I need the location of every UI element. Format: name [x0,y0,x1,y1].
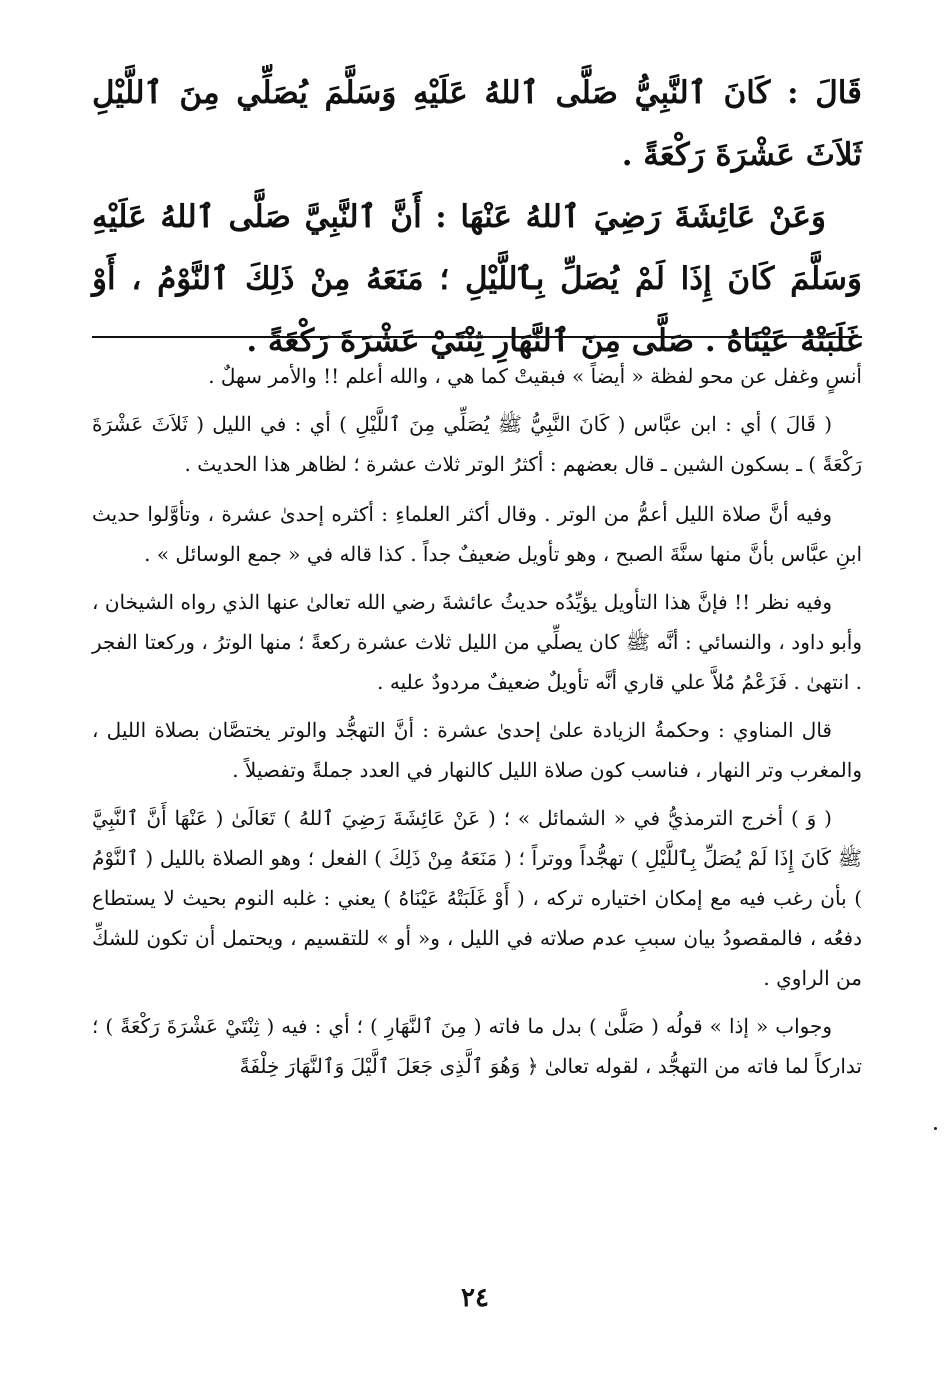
footnote-divider [92,336,862,338]
commentary-block [92,356,862,1094]
commentary-paragraph-1: أنسٍ وغفل عن محو لفظة « أيضاً » فبقيتْ كما هي ، والله أعلم !! والأمر سهلٌ . [208,364,862,388]
commentary-paragraph-2: ( قَالَ ) أي : ابن عبَّاس ( كَانَ النَّبِيُّ ﷺ يُصَلِّي مِنَ ٱللَّيْلِ ) أي : في الليل ( ثَلاَثَ عَشْرَةَ رَكْعَةً ) ـ بسكون الشين ـ قال بعضهم : أكثرُ الوتر ثلاث عشرة ؛ لظاهر هذا الحديث . [92,412,862,476]
commentary-paragraph-3: وفيه أنَّ صلاة الليل أعمُّ من الوتر . وقال أكثر العلماءِ : أكثره إحدىٰ عشرة ، وتأوَّلوا حديث ابنِ عبَّاس بأنَّ منها سنَّةَ الصبح ، وهو تأويل ضعيفٌ جداً . كذا قاله في « جمع الوسائل » . [92,502,862,566]
margin-dot [934,1127,937,1130]
hadith-paragraph-2: وَعَنْ عَائِشَةَ رَضِيَ ٱللهُ عَنْهَا : أَنَّ ٱلنَّبِيَّ صَلَّى ٱللهُ عَلَيْهِ وَسَلَّمَ كَانَ إِذَا لَمْ يُصَلِّ بِٱللَّيْلِ ؛ مَنَعَهُ مِنْ ذَلِكَ ٱلنَّوْمُ ، أَوْ غَلَبَتْهُ عَيْنَاهُ . صَلَّى مِنَ ٱلنَّهَارِ ثِنْتَيْ عَشْرَةَ رَكْعَةً . [92,199,862,359]
main-text-block [92,62,862,372]
hadith-paragraph-1: قَالَ : كَانَ ٱلنَّبِيُّ صَلَّى ٱللهُ عَلَيْهِ وَسَلَّمَ يُصَلِّي مِنَ ٱللَّيْلِ ثَلاَثَ عَشْرَةَ رَكْعَةً . [92,75,862,173]
commentary-paragraph-5: قال المناوي : وحكمةُ الزيادة علىٰ إحدىٰ عشرة : أنَّ التهجُّد والوتر يختصَّان بصلاة الليل ، والمغرب وتر النهار ، فناسب كون صلاة الليل كالنهار في العدد جملةً وتفصيلاً . [92,718,862,782]
commentary-paragraph-7: وجواب « إذا » قولُه ( صَلَّىٰ ) بدل ما فاته ( مِنَ ٱلنَّهَارِ ) ؛ أي : فيه ( ثِنْتَيْ عَشْرَةَ رَكْعَةً ) ؛ تداركاً لما فاته من التهجُّد ، لقوله تعالىٰ ﴿ وَهُوَ ٱلَّذِى جَعَلَ ٱلَّيْلَ وَٱلنَّهَارَ خِلْفَةً [92,1014,862,1078]
commentary-paragraph-6: ( وَ ) أخرج الترمذيُّ في « الشمائل » ؛ ( عَنْ عَائِشَةَ رَضِيَ ٱللهُ ) تَعَالَىٰ ( عَنْهَا أَنَّ ٱلنَّبِيَّ ﷺ كَانَ إِذَا لَمْ يُصَلِّ بِٱللَّيْلِ ) تهجُّداً ووتراً ؛ ( مَنَعَهُ مِنْ ذَلِكَ ) الفعل ؛ وهو الصلاة بالليل ( ٱلنَّوْمُ ) بأن رغب فيه مع إمكان اختياره تركه ، ( أَوْ غَلَبَتْهُ عَيْنَاهُ ) يعني : غلبه النوم بحيث لا يستطاع دفعُه ، فالمقصودُ بيان سببِ عدم صلاته في الليل ، و« أو » للتقسيم ، ويحتمل أن تكون للشكِّ من الراوي . [92,806,862,990]
page-number: ٢٤ [461,1283,489,1313]
commentary-paragraph-4: وفيه نظر !! فإنَّ هذا التأويل يؤيِّدُه حديثُ عائشةَ رضي الله تعالىٰ عنها الذي رواه الشيخان ، وأبو داود ، والنسائي : أنَّه ﷺ كان يصلِّي من الليل ثلاث عشرة ركعةً ؛ منها الوترُ ، وركعتا الفجر . انتهىٰ . فَزَعْمُ مُلاَّ علي قاري أنَّه تأويلٌ ضعيفٌ مردودٌ عليه . [92,590,862,694]
hadith-text [92,62,862,372]
